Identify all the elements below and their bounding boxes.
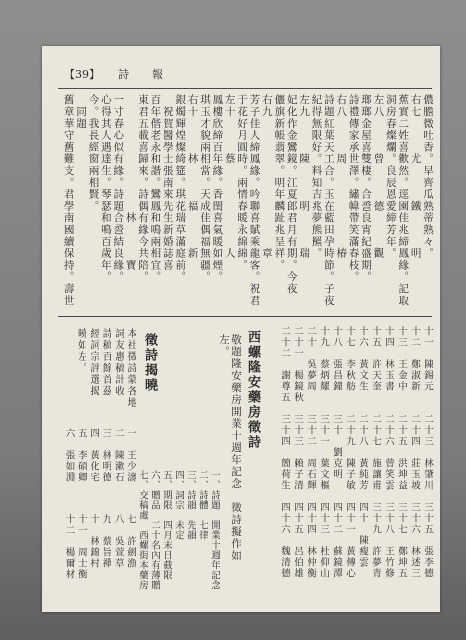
results-entry: 十二 楊爾材 <box>63 514 75 580</box>
winner-entry: 十五 許天奎 <box>370 326 381 392</box>
poem-column: 妃化作金鸞鏡。江夏郎君月有期。今夜 <box>285 94 298 295</box>
xiluo-notice-title: 西螺隆安藥房徵詩 <box>245 330 260 450</box>
winners-column <box>369 326 382 600</box>
winners-column <box>304 326 317 600</box>
winner-entry: 二十七 施讓甫 <box>370 414 381 491</box>
poem-column: 心得其人遇達生。琴瑟和鳴百歲年。 <box>99 94 112 283</box>
xiluo-notice-intro: 敬題隆安藥房開業十週年記念 徵詩擬作如 <box>230 334 242 562</box>
winner-entry: 十八 張昌鐘 <box>331 326 342 392</box>
winner-entry: 二十 吳夢周 <box>305 326 316 392</box>
results-entry: 三 林明德 <box>100 428 112 483</box>
winners-column <box>408 326 421 600</box>
winner-entry: 三十五 張李德 <box>422 502 433 579</box>
poem-column: 詩禮傳家承世澤。繡幃帶笑滿春枝。 <box>347 94 360 283</box>
xiluo-notice-items <box>136 470 220 602</box>
poem-column: 同題 <box>75 94 88 130</box>
results-notice-text <box>74 328 136 422</box>
winner-entry: 四十 陳瘦雲 <box>357 502 368 568</box>
poem-column: 右八 周 椿 <box>335 94 348 260</box>
winners-column <box>356 326 369 600</box>
winners-column <box>382 326 395 600</box>
results-text-column: 本社徵詩蒙各地 <box>125 328 136 409</box>
winners-column <box>317 326 330 600</box>
section-divider <box>58 316 432 317</box>
winner-entry: 二十八 黃純芳 <box>357 414 368 491</box>
winner-entry: 二十一 楊鏡秋 <box>292 326 303 403</box>
results-column <box>62 428 74 602</box>
poem-column: 洞房春燦爛。良辰恩愛締芳年。 <box>384 94 397 260</box>
results-entry: 七 許劍漁 <box>125 514 136 569</box>
winner-entry: 十六 黃文生 <box>357 326 368 392</box>
page-number: 【39】 <box>64 68 100 81</box>
winner-entry: 四十二 蘇鏡潭 <box>331 502 342 579</box>
poem-column: 紀得無限好。料知吉兆夢熊羆。 <box>310 94 323 260</box>
poem-column: 鳳樓欣締百年緣。香閨喜氣暖如煙。 <box>211 94 224 283</box>
winner-entry: 三十九 許夢青 <box>370 502 381 579</box>
winner-entry: 二十九 陳子敏 <box>344 414 355 491</box>
poem-column: 右九 章 <box>260 94 273 260</box>
results-entry: 十一 周士衡 <box>75 514 87 580</box>
poem-column: 儷旗新帳翡翠。明年麟趾兆呈祥。 <box>273 94 286 271</box>
winners-column <box>330 326 343 600</box>
winner-entry: 十四 林玉書 <box>383 326 394 392</box>
page-paper <box>42 46 440 612</box>
results-text-column: 曉如左。 <box>75 328 87 374</box>
notice-item: 七、交稿處 西螺街本藥房 <box>137 470 148 590</box>
header-rule <box>58 88 432 89</box>
poem-column: 儂膽微吐香。早齊瓜熟蒂熟々。 <box>422 94 434 260</box>
poem-column: 左九 陳 明 瑞 <box>298 94 311 260</box>
xiluo-notice-intro: 左。 <box>218 334 230 358</box>
winner-entry: 三十一 葉文樞 <box>318 414 329 491</box>
winner-entry: 三十六 林述三 <box>409 502 420 579</box>
winner-entry: 二十四 莊玉坡 <box>409 414 420 491</box>
winners-column <box>421 326 434 600</box>
results-column <box>111 428 123 602</box>
poem-column: 蕉實二姓喜歡然。逕園佳兆締鳳緣。記取 <box>397 94 410 307</box>
journal-title-char: 詩 <box>118 68 129 81</box>
poem-column: 祝賀醫學士張南來先生新婚誌喜 <box>161 94 174 271</box>
winner-entry: 三十八 王竹修 <box>383 502 394 579</box>
results-entry: 九 蔡旨禪 <box>100 514 112 569</box>
winner-entry: 十三 王金中 <box>396 326 407 392</box>
winner-entry: 十一 陳錫元 <box>422 326 433 392</box>
poem-column: 銀燭輝煌燦綺筵。琪花瑞草滿庭前。 <box>174 94 187 283</box>
winner-entry: 三十四 簡荷生 <box>279 414 290 491</box>
winner-entry: 十二 鄭淑新 <box>409 326 420 392</box>
winner-entry: 三十三 賴子清 <box>292 414 303 491</box>
notice-item: 四、詞宗 未定 <box>173 470 184 540</box>
results-winners-list <box>62 428 136 602</box>
winner-entry: 二十二 謝尊五 <box>279 326 290 403</box>
results-text-column: 詩稿百餘首茲 <box>100 328 112 397</box>
winner-entry: 四十五 呂伯雄 <box>292 502 303 579</box>
winners-list <box>278 326 434 600</box>
results-column <box>99 428 111 602</box>
notice-item: 一、詩題 開業十週年記念 <box>209 470 220 590</box>
poem-column: 百年偕老永和諧。鸞鳳和鳴兩相宜。 <box>149 94 162 283</box>
winner-entry: 十九 蔡炳耀 <box>318 326 329 392</box>
winner-entry: 十七 李秋舫 <box>344 326 355 392</box>
results-notice-title: 徵詩揭曉 <box>142 333 157 393</box>
poem-columns-block <box>62 94 434 308</box>
poem-column: 左八 曾 德 觀 <box>372 94 385 260</box>
winners-column <box>291 326 304 600</box>
winner-entry: 三十二 周石輝 <box>305 414 316 491</box>
results-column <box>75 428 87 602</box>
winner-entry: 四十一 黃傳心 <box>344 502 355 579</box>
winner-entry: 三十 劉克明 <box>331 414 342 480</box>
winner-entry: 四十三 杜仰山 <box>318 502 329 579</box>
winner-entry: 二十三 林肇川 <box>422 414 433 491</box>
journal-title-char: 報 <box>152 68 163 81</box>
results-entry: 六 張如淵 <box>63 428 75 483</box>
notice-item: 二、詩體 七律 <box>197 470 208 540</box>
results-entry: 二 陳漱石 <box>112 428 124 483</box>
results-entry: 四 黃化宅 <box>88 428 100 483</box>
notice-item: 五、期限 四月末日截限 <box>161 470 172 580</box>
poem-column: 芳子佳人締鳳緣。吟聯喜賦乘龍客。祝君 <box>248 94 261 307</box>
winner-entry: 二十六 曾笑雲 <box>383 414 394 491</box>
poem-column: 東君五載喜歸來。詩偶有緣今共陪。 <box>137 94 150 283</box>
winner-entry: 二十五 洪坤益 <box>396 414 407 491</box>
poem-column: 舊章華守舊難支。君學南國續保持。壽世 <box>62 94 75 307</box>
results-text-column: 詞友惠稿計收 <box>112 328 124 397</box>
poem-column: 瑯瑯金屋喜雙棲。合巹良宵紀盛期。 <box>360 94 373 283</box>
winner-entry: 四十六 魏清德 <box>279 502 290 579</box>
poem-column: 右十 林 福 新 <box>186 94 199 260</box>
poem-column: 林 寶 <box>124 94 137 271</box>
winner-entry: 四十四 林仲衡 <box>305 502 316 579</box>
poem-column: 琪玉才貌兩相當。天成佳偶福無疆。 <box>198 94 211 283</box>
poem-column: 右七 尤 鐵 明 <box>409 94 422 260</box>
results-entry: 八 吳萱草 <box>112 514 124 569</box>
results-entry: 一 王少濤 <box>125 428 136 483</box>
results-column <box>124 428 136 602</box>
results-column <box>87 428 99 602</box>
notice-item: 六、贈品 二十名內有薄贈 <box>149 470 160 590</box>
winner-entry: 三十七 鄭坤五 <box>396 502 407 579</box>
notice-item: 三、詩韻 先韻 <box>185 470 196 540</box>
results-text-column: 經詞宗評選揭 <box>87 328 99 397</box>
poem-column: 左十 蔡 人 <box>223 94 236 260</box>
poem-column: 今。我長經窗兩相賢。 <box>87 94 100 212</box>
results-entry: 十 林錦村 <box>88 514 100 569</box>
poem-column: 詩題紅葉天工合。玉在藍田孕時節。子夜 <box>322 94 335 307</box>
results-entry: 五 李碩卿 <box>75 428 87 483</box>
poem-column: 于花好月圓時。兩情春暖永綿綿。 <box>236 94 249 271</box>
winners-column <box>278 326 291 600</box>
winners-column <box>395 326 408 600</box>
winners-column <box>343 326 356 600</box>
poem-column: 一寸春心似有緣。詩題合巹結良緣。 <box>112 94 125 283</box>
